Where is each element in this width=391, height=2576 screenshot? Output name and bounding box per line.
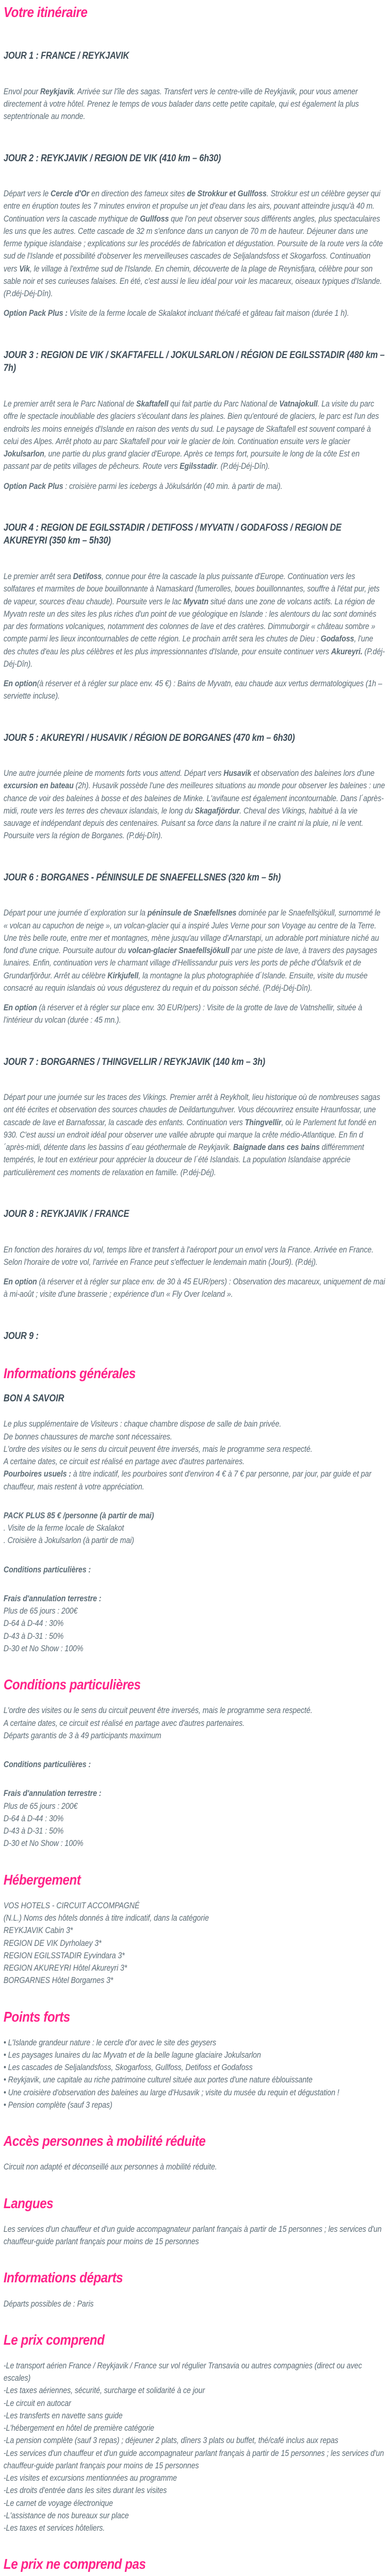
bold-text: Godafoss — [320, 634, 354, 644]
bold-text: péninsule de Snæfellsnes — [147, 908, 237, 918]
line-item: Plus de 65 jours : 200€ — [3, 1801, 78, 1811]
line-item: D-30 et No Show : 100% — [3, 1839, 84, 1849]
section-heading: Conditions particulières — [3, 1676, 141, 1693]
day-paragraph: Le premier arrêt sera le Parc National de Skaftafell qui fait partie du Parc National de Vatnajokull. La visite du parc offre le spectacle inoubliable des glaciers s'écoulant dans les plaines. Bien qu'entouré de glaciers, le parc est l'un des endroits les moins enneigés d'Islande en raison des vents du sud. Le paysage de Skaftafell est souvent comparé à celui des Alpes. Arrêt photo au parc Skaftafell pour voir le glacier de loin. Continuation ensuite vers le glacier Jokulsarlon, une partie du plus grand glacier d'Europe. Après ce temps fort, poursuite le long de la côte Est en passant par de petits villages de pêcheurs. Route vers Egilsstadir. (P.déj-Déj-Dîn). — [3, 399, 379, 471]
bold-text: Cercle d'Or — [51, 189, 90, 199]
line-item: Circuit non adapté et déconseillé aux personnes à mobilité réduite. — [3, 2162, 217, 2172]
bold-text: Vik — [19, 264, 30, 274]
line-item: -Les transferts en navette sans guide — [3, 2411, 123, 2420]
day-section — [4, 1208, 386, 1301]
bold-text: Egilsstadir — [180, 462, 217, 471]
day-paragraph: Départ vers le Cercle d'Or en direction des fameux sites de Strokkur et Gullfoss. Strokkur est un célèbre geyser qui entre en éruption toutes les 7 minutes environ et propulse un jet d'eau dans les airs, pouvant atteindre jusqu'à 40 m. Continuation vers la cascade mythique de Gullfoss que l'on peut observer sous différents angles, plus spectaculaires les uns que les autres. Cette cascade de 32 m s'enfonce dans un canyon de 70 m de hauteur. Déjeuner dans une ferme typique islandaise ; explications sur les procédés de fabrication et dégustation. Poursuite de la route vers la côte sud de l'Islande et possibilité d'observer les merveilleuses cascades de Seljalandsfoss et Skogarfoss. Continuation vers Vik, le village à l'extrême sud de l'Islande. En chemin, découverte de la plage de Reynisfjara, célèbre pour son sable noir et ses curieuses falaises. En été, c'est aussi le lieu idéal pour voir les macareux, oiseaux typiques d'Islande. (P.déj-Déj-Dîn). — [3, 189, 383, 299]
line-group — [4, 2298, 386, 2310]
line-item: -Les services d'un chauffeur et d'un guide accompagnateur parlant français à partir de 15 personnes ; les services d'un chauffeur-guide parlant français pour moins de 15 personnes — [3, 2448, 384, 2470]
bullet-list — [4, 2037, 386, 2112]
line-item: -La pension complète (sauf 3 repas) ; déjeuner 2 plats, dîners 3 plats ou buffet, thé/café inclus aux repas — [3, 2436, 338, 2446]
line-group — [4, 2360, 386, 2535]
bold-text: Conditions particulières : — [3, 1565, 91, 1574]
day-paragraph: Départ pour une journée sur les traces des Vikings. Premier arrêt à Reykholt, lieu historique où de nombreuses sagas ont été écrites et observation des sources chaudes de Deildartunguhver. Vous découvrirez ensuite Hraunfossar, une cascade de lave et Barnafossar, la cascade des enfants. Continuation vers Thingvellir, où le Parlement fut fondé en 930. C'est aussi un endroit idéal pour observer une vallée abrupte qui marque la crête médio-Atlantique. En fin d´après-midi, détente dans les bassins d´eau géothermale de Reykjavik. Baignade dans ces bains différemment tempérés, le tout en extérieur pour apprécier la douceur de l´été Islandais. La population Islandaise apprécie particulièrement ces moments de relaxation en famille. (P.déj-Déj). — [3, 1093, 380, 1177]
line-group — [4, 1418, 386, 1493]
section-heading: Points forts — [3, 2008, 70, 2025]
day-heading: JOUR 3 : REGION DE VIK / SKAFTAFELL / JOKULSARLON / RÉGION DE EGILSSTADIR (480 km – 7h) — [3, 349, 385, 374]
bullet-item: • Reykjavik, une capitale au riche patrimoine culturel située aux portes d'une nature éblouissante — [4, 2074, 386, 2086]
option-paragraph: En option (à réserver et à régler sur place env. de 30 à 45 EUR/pers) : Observation des macareux, uniquement de mai à mi-août ; visite d'une brasserie ; expérience d'un « Fly Over Iceland ». — [3, 1277, 385, 1299]
line-item: A certaine dates, ce circuit est réalisé en partage avec d'autres partenaires. — [3, 1457, 245, 1467]
line-item: REGION AKUREYRI Hôtel Akureyri 3* — [3, 1963, 127, 1973]
section-heading: Informations générales — [3, 1365, 136, 1382]
option-paragraph: En option (à réserver et à régler sur place env. 30 EUR/pers) : Visite de la grotte de lave de Vatnshellir, située à l'intérieur du volcan (durée : 45 mn.). — [3, 1003, 363, 1025]
line-group — [4, 1704, 386, 1742]
bullet-item: • Pension complète (sauf 3 repas) — [4, 2099, 386, 2111]
bold-text: Jokulsarlon — [3, 449, 44, 459]
day-heading: JOUR 6 : BORGANES - PÉNINSULE DE SNAEFELLSNES (320 km – 5h) — [3, 872, 281, 883]
day-section — [4, 152, 386, 320]
line-item — [4, 1564, 386, 1576]
line-item: L'ordre des visites ou le sens du circuit peuvent être inversés, mais le programme sera respecté. — [3, 1706, 313, 1716]
line-item: -Les visites et excursions mentionnées au programme — [3, 2473, 177, 2483]
line-item: D-64 à D-44 : 30% — [3, 1619, 64, 1629]
day-paragraph: Le premier arrêt sera Detifoss, connue pour être la cascade la plus puissante d'Europe. Continuation vers les solfatares et marmites de boue bouillonnante à Namaskard (fumerolles, boues bouillonnantes, souffre à l'état pur, jets de vapeur, sources d'eau chaude). Poursuite vers le lac Myvatn situé dans une zone de volcans actifs. La région de Myvatn reste un des sites les plus riches d'un point de vue géologique en Islande : les alentours du lac sont dominés par des formations volcaniques, notamment des colonnes de lave et des cratères. Dimmuborgir « château sombre » compte parmi les lieux incontournables de cette région. Le prochain arrêt sera les chutes de Dieu : Godafoss, l'une des chutes d'eau les plus célèbres et les plus impressionnantes d'Islande, pour ensuite continuer vers Akureyri. (P.déj-Déj-Dîn). — [3, 572, 385, 669]
line-item: -Le circuit en autocar — [3, 2398, 71, 2408]
line-item: Départs possibles de : Paris — [3, 2299, 94, 2309]
bold-text: volcan-glacier Snaefellsjökull — [128, 946, 230, 956]
line-group — [4, 1787, 386, 1850]
day-section — [4, 871, 386, 1027]
line-item: -L'assistance de nos bureaux sur place — [3, 2511, 129, 2520]
line-item: VOS HOTELS - CIRCUIT ACCOMPAGNÉ — [3, 1901, 140, 1910]
bold-text: Frais d'annulation terrestre : — [3, 1594, 102, 1603]
line-item: REYKJAVIK Cabin 3* — [3, 1926, 73, 1936]
bold-text: Frais d'annulation terrestre : — [3, 1789, 102, 1799]
itinerary-document — [4, 49, 386, 2576]
line-item: . Visite de la ferme locale de Skalakot — [3, 1523, 124, 1533]
line-group — [4, 1592, 386, 1655]
bold-text: En option — [3, 1277, 37, 1287]
day-paragraph: En fonction des horaires du vol, temps libre et transfert à l'aéroport pour un envol vers la France. Arrivée en France. Selon l'horaire de votre vol, l'arrivée en France peut s'effectuer le lendemain matin (Jour9). (P.déj). — [3, 1245, 374, 1267]
line-group — [4, 1758, 386, 1771]
line-item: -Les droits d'entrée dans les sites durant les visites — [3, 2486, 167, 2496]
day-heading: JOUR 7 : BORGARNES / THINGVELLIR / REYKJAVIK (140 km – 3h) — [3, 1056, 266, 1067]
day-section — [4, 1056, 386, 1179]
bold-text: Husavik — [223, 769, 252, 778]
bold-text: Vatnajokull — [279, 399, 318, 409]
bullet-item: • Une croisière d'observation des baleines au large d'Husavik ; visite du musée du requin et dégustation ! — [4, 2087, 386, 2099]
bold-text: Skaftafell — [136, 399, 169, 409]
bullet-item: • Les paysages lunaires du lac Myvatn et de la belle lagune glaciaire Jokulsarlon — [4, 2049, 386, 2061]
day-heading: JOUR 1 : FRANCE / REYKJAVIK — [3, 50, 129, 62]
bold-text: Reykjavik — [40, 87, 74, 96]
line-item: D-30 et No Show : 100% — [3, 1643, 84, 1653]
day-heading: JOUR 2 : REYKJAVIK / REGION DE VIK (410 km – 6h30) — [3, 152, 221, 164]
option-paragraph: Option Pack Plus : Visite de la ferme locale de Skalakot incluant thé/café et gâteau fait maison (durée 1 h). — [3, 309, 349, 318]
bold-text: PACK PLUS 85 € /personne (à partir de mai) — [3, 1511, 154, 1520]
line-item: Le plus supplémentaire de Visiteurs : chaque chambre dispose de salle de bain privée. — [3, 1419, 282, 1429]
bold-text: Kirkjufell — [107, 971, 139, 980]
line-item — [4, 1787, 386, 1800]
option-paragraph: En option(à réserver et à régler sur place env. 45 €) : Bains de Myvatn, eau chaude aux vertus dermatologiques (1h – serviette incluse). — [3, 679, 382, 701]
section-heading: Le prix comprend — [3, 2331, 105, 2348]
bold-text: Conditions particulières : — [3, 1760, 91, 1770]
line-item: -L'hébergement en hôtel de première catégorie — [3, 2424, 154, 2433]
day-heading: JOUR 8 : REYKJAVIK / FRANCE — [3, 1208, 129, 1219]
bold-text: Option Pack Plus — [3, 481, 63, 491]
day-heading: JOUR 5 : AKUREYRI / HUSAVIK / RÉGION DE BORGANES (470 km – 6h30) — [3, 732, 295, 743]
bold-text: de Strokkur et Gullfoss — [187, 189, 267, 199]
line-group — [4, 1510, 386, 1547]
section-heading: Accès personnes à mobilité réduite — [3, 2133, 206, 2149]
line-group — [4, 1900, 386, 1987]
line-group — [4, 2223, 386, 2248]
line-item: L'ordre des visites ou le sens du circuit peuvent être inversés, mais le programme sera respecté. — [3, 1444, 313, 1454]
line-item: (N.L.) Noms des hôtels donnés à titre indicatif, dans la catégorie — [3, 1913, 209, 1923]
section-heading: Hébergement — [3, 1871, 81, 1888]
bold-text: Myvatn — [183, 597, 209, 606]
line-item — [4, 1592, 386, 1605]
bold-text: Option Pack Plus : — [3, 309, 68, 318]
line-item: -Les taxes aériennes, sécurité, surcharge et solidarité à ce jour — [3, 2386, 205, 2396]
line-item: BORGARNES Hôtel Borgarnes 3* — [3, 1976, 113, 1986]
line-item: REGION DE VIK Dyrholaey 3* — [3, 1938, 102, 1948]
line-item: Pourboires usuels : à titre indicatif, les pourboires sont d'environ 4 € à 7 € par personne, par jour, par guide et par chauffeur, mais restent à votre appréciation. — [3, 1469, 371, 1492]
bold-text: Detifoss — [73, 572, 102, 582]
day-section — [4, 349, 386, 493]
bullet-item: • Les cascades de Seljalandsfoss, Skogarfoss, Gullfoss, Detifoss et Godafoss — [4, 2061, 386, 2074]
bold-text: Thingvellir — [245, 1117, 282, 1127]
day-heading: JOUR 9 : — [3, 1330, 39, 1342]
bold-text: Skagafjördur — [194, 806, 240, 816]
bullet-item: • L'Islande grandeur nature : le cercle d'or avec le site des geysers — [4, 2037, 386, 2049]
day-section — [4, 732, 386, 842]
line-item: . Croisière à Jokulsarlon (à partir de mai) — [3, 1536, 134, 1546]
bold-text: excursion en bateau — [3, 781, 74, 791]
line-item: D-43 à D-31 : 50% — [3, 1826, 64, 1836]
line-item — [4, 1758, 386, 1771]
day-paragraph: Une autre journée pleine de moments forts vous attend. Départ vers Husavik et observation des baleines lors d'une excursion en bateau (2h). Husavik possède l'une des meilleures situations au monde pour observer les baleines : une chance de voir des baleines à bosse et des baleines de Minke. L'avifaune est également incontournable. Dans l´après-midi, route vers les terres des chevaux islandais, le long du Skagafjördur. Cheval des Vikings, habitué à la vie sauvage et indépendant depuis des centenaires. Puisant sa force dans la nature il ne craint ni la pluie, ni le vent. Poursuite vers la région de Borganes. (P.déj-Dîn). — [3, 769, 385, 841]
line-group — [4, 1564, 386, 1576]
line-item: D-43 à D-31 : 50% — [3, 1631, 64, 1641]
page-title: Votre itinéraire — [3, 4, 88, 20]
line-item: -Les taxes et services hôteliers. — [3, 2523, 105, 2533]
day-section — [4, 49, 386, 123]
day-section — [4, 1330, 386, 1343]
bold-text: En option — [3, 679, 37, 689]
section-heading: Le prix ne comprend pas — [3, 2556, 146, 2572]
bold-text: Akureyri. — [331, 647, 363, 656]
line-item: -Le transport aérien France / Reykjavik / France sur vol régulier Transavia ou autres compagnies (direct ou avec escales) — [3, 2361, 362, 2383]
bold-text: Baignade dans ces bains — [233, 1143, 320, 1153]
section-heading: Langues — [3, 2195, 54, 2211]
day-paragraph: Départ pour une journée d´exploration sur la péninsule de Snæfellsnes dominée par le Snaefellsjökull, surnommé le « volcan au capuchon de neige », un volcan-glacier qui a inspiré Jules Verne pour son Voyage au centre de la Terre. Une très belle route, entre mer et montagnes, mène jusqu'au village d'Arnarstapi, un adorable port miniature niché au fond d'une crique. Poursuite autour du volcan-glacier Snaefellsjökull par une piste de lave, à travers des paysages lunaires. Enfin, continuation vers le charmant village d'Hellissandur puis vers les ports de pêche d'Ólafsvík et de Grundarfjörður. Arrêt au célèbre Kirkjufell, la montagne la plus photographiée d´Islande. Ensuite, visite du musée consacré au requin islandais où vous dégusterez du requin et du poisson séché. (P.déj-Déj-Dîn). — [3, 908, 381, 993]
line-item: Départs garantis de 3 à 49 participants maximum — [3, 1731, 161, 1740]
line-item: Plus de 65 jours : 200€ — [3, 1606, 78, 1616]
line-item — [4, 1510, 386, 1522]
option-paragraph: Option Pack Plus : croisière parmi les icebergs à Jökulsárlón (40 min. à partir de mai). — [3, 481, 283, 491]
day-section — [4, 521, 386, 703]
line-item: A certaine dates, ce circuit est réalisé en partage avec d'autres partenaires. — [3, 1718, 245, 1728]
day-heading: JOUR 4 : REGION DE EGILSSTADIR / DETIFOSS / MYVATN / GODAFOSS / REGION DE AKUREYRI (350 km – 5h30) — [3, 522, 341, 547]
bold-text: En option — [3, 1003, 37, 1013]
bold-text: Gullfoss — [140, 214, 169, 224]
line-item: -Le carnet de voyage électronique — [3, 2498, 113, 2508]
subheading: BON A SAVOIR — [3, 1393, 64, 1404]
section-heading: Informations départs — [3, 2269, 123, 2286]
line-item: REGION EGILSSTADIR Eyvindara 3* — [3, 1951, 125, 1960]
line-item: De bonnes chaussures de marche sont nécessaires. — [3, 1432, 172, 1442]
line-group — [4, 2161, 386, 2173]
line-item: Les services d'un chauffeur et d'un guide accompagnateur parlant français à partir de 15 personnes ; les services d'un chauffeur-guide parlant français pour moins de 15 personnes — [3, 2224, 382, 2247]
bold-text: Pourboires usuels : — [3, 1469, 71, 1479]
day-paragraph: Envol pour Reykjavik. Arrivée sur l'île des sagas. Transfert vers le centre-ville de Reykjavik, pour vous amener directement à votre hôtel. Prenez le temps de vous balader dans cette petite capitale, qui est également la plus septentrionale au monde. — [3, 87, 359, 122]
line-item: D-64 à D-44 : 30% — [3, 1814, 64, 1823]
